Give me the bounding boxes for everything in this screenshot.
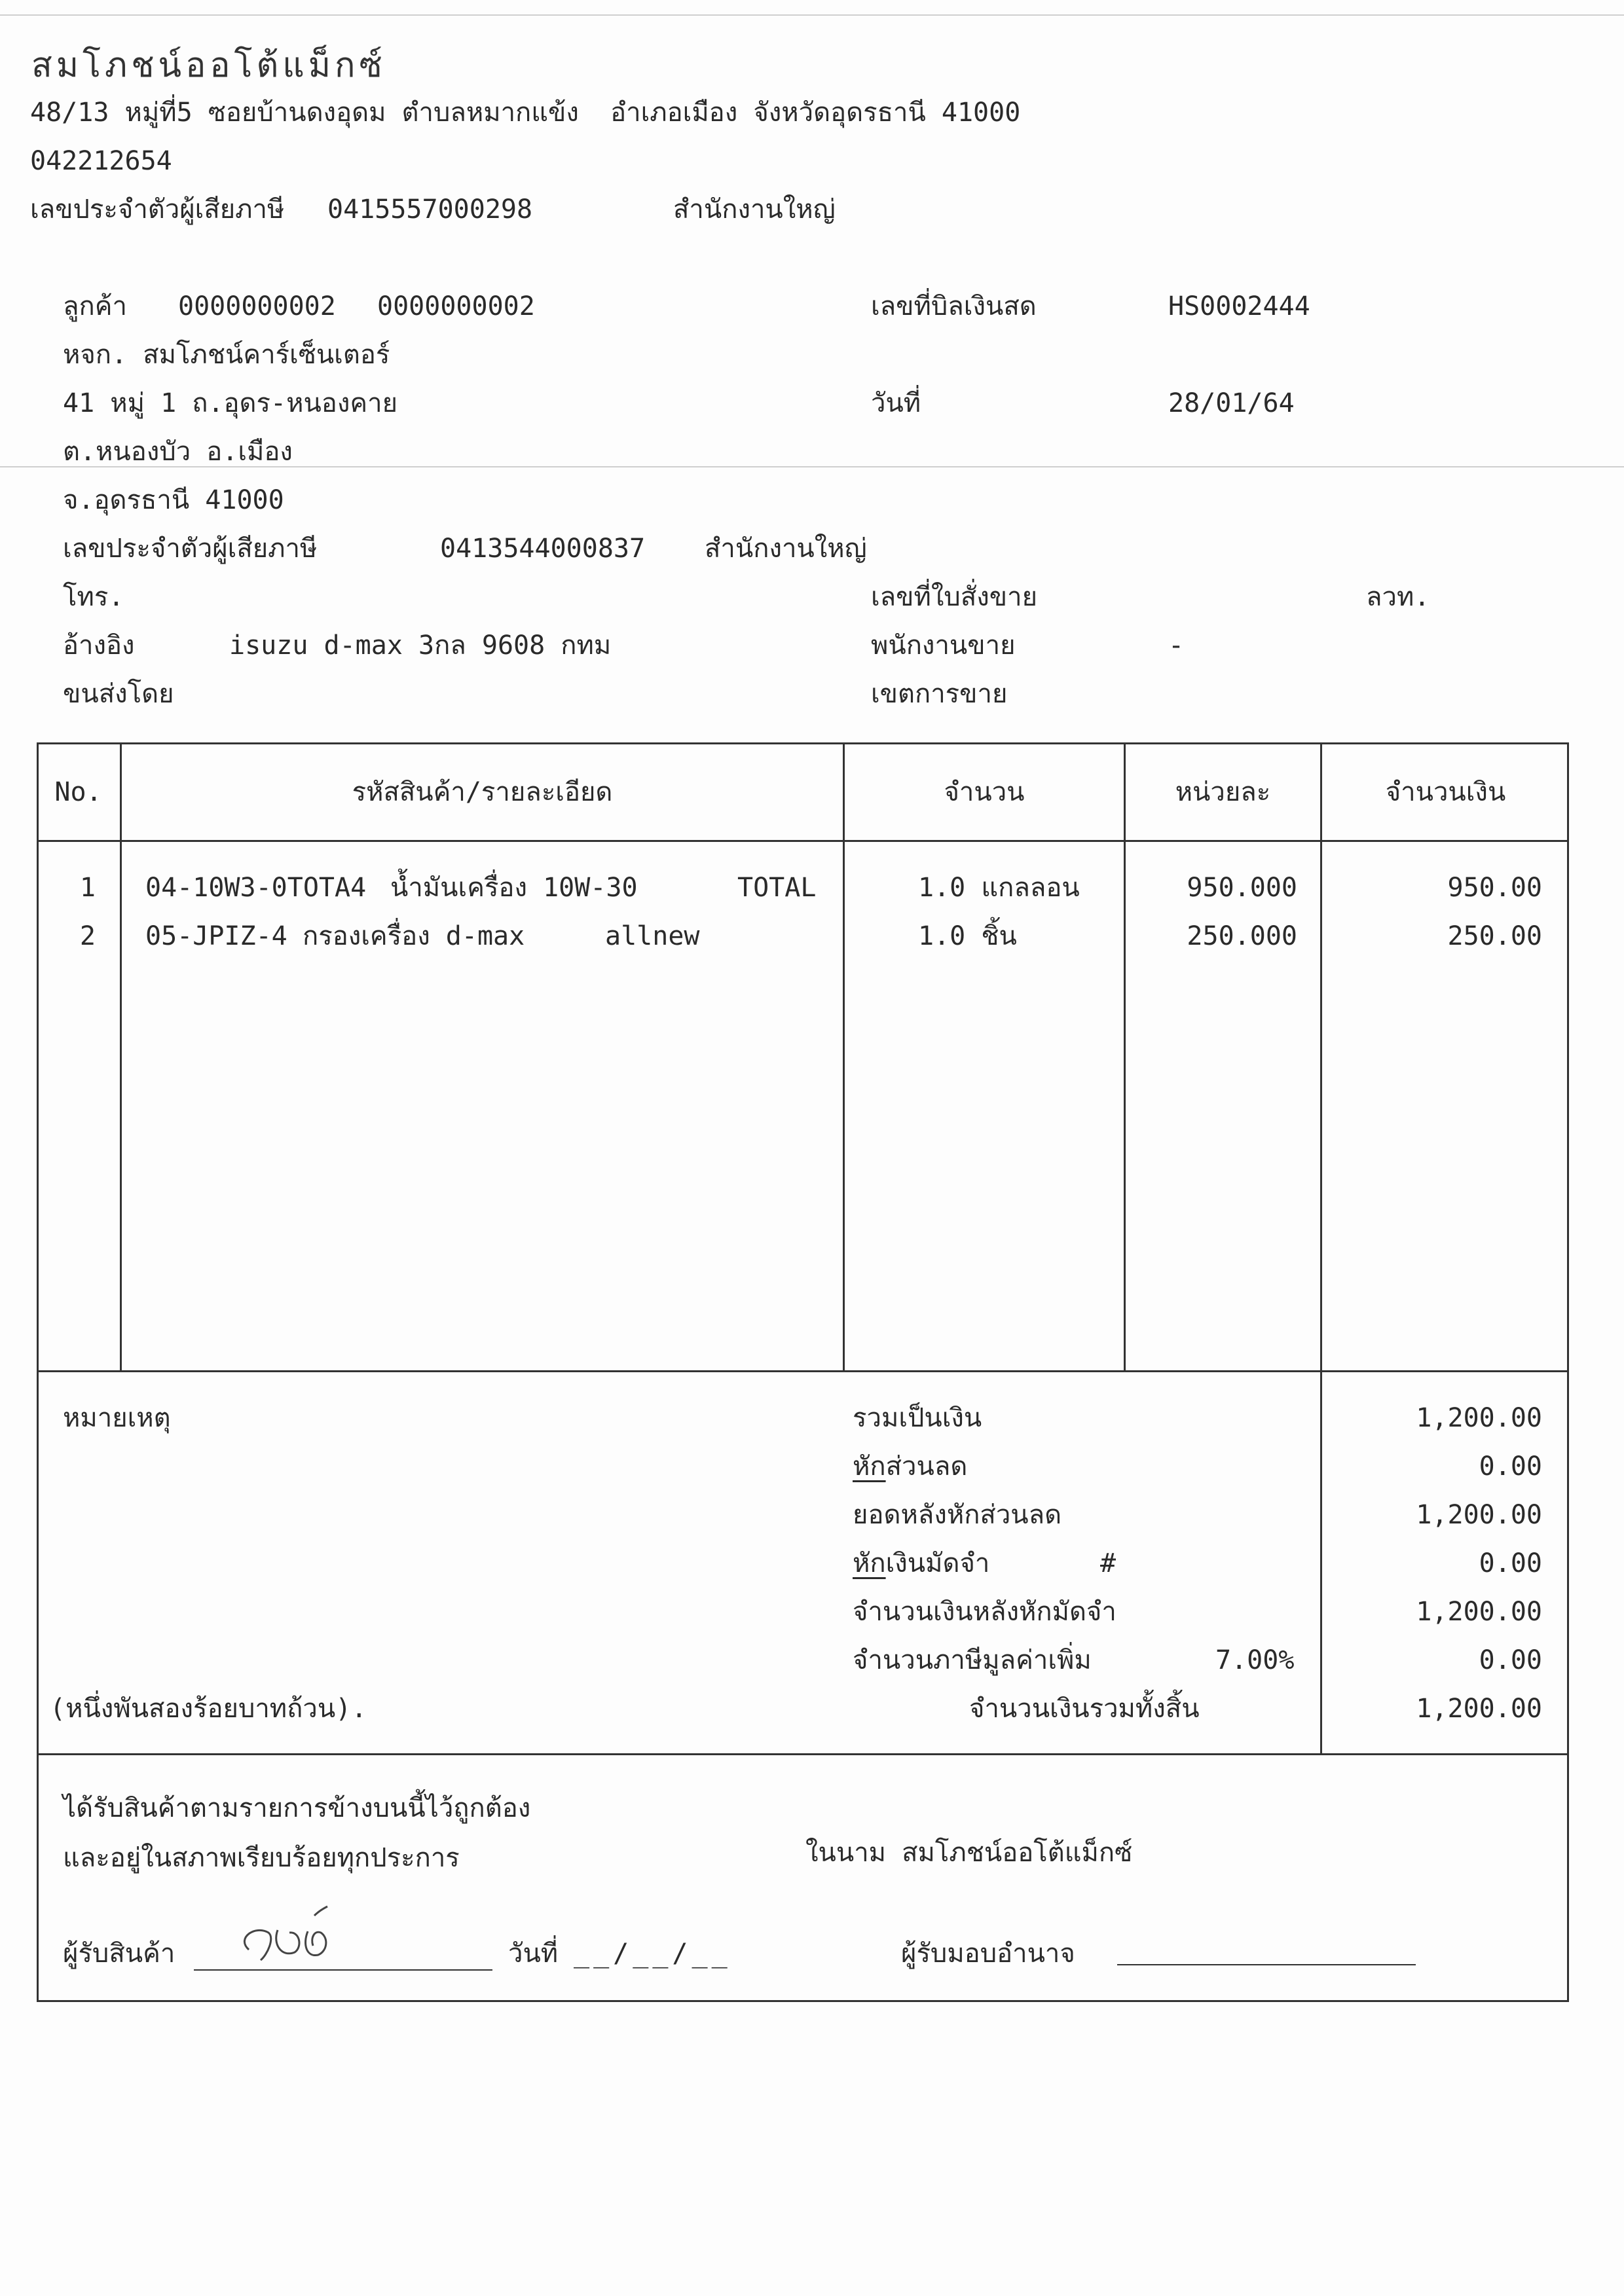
customer-name: หจก. สมโภชน์คาร์เซ็นเตอร์ bbox=[63, 340, 390, 370]
after-deposit-label: จำนวนเงินหลังหักมัดจำ bbox=[853, 1597, 1116, 1627]
reference-label: อ้างอิง bbox=[63, 630, 135, 661]
header-unit-price: หน่วยละ bbox=[1175, 777, 1271, 807]
deduct-prefix: หัก bbox=[853, 1548, 886, 1578]
column-divider bbox=[1124, 742, 1126, 1372]
discount-value: 0.00 bbox=[1479, 1451, 1542, 1482]
footer-divider bbox=[37, 1753, 1569, 1755]
header-quantity: จำนวน bbox=[944, 777, 1025, 807]
customer-tax-id: 0413544000837 bbox=[440, 534, 646, 564]
row-number: 2 bbox=[79, 921, 96, 951]
item-code: 04-10W3-0TOTA4 bbox=[145, 873, 367, 903]
amount-in-words: (หนึ่งพันสองร้อยบาทถ้วน). bbox=[50, 1694, 367, 1724]
received-statement: และอยู่ในสภาพเรียบร้อยทุกประการ bbox=[63, 1843, 460, 1873]
item-code: 05-JPIZ-4 bbox=[145, 921, 287, 951]
salesperson-label: พนักงานขาย bbox=[871, 630, 1016, 661]
grand-total-value: 1,200.00 bbox=[1416, 1694, 1542, 1724]
item-amount: 950.00 bbox=[1447, 873, 1542, 903]
after-deposit-value: 1,200.00 bbox=[1416, 1597, 1542, 1627]
sales-order-label: เลขที่ใบสั่งขาย bbox=[871, 582, 1038, 612]
deduct-prefix: หัก bbox=[853, 1451, 886, 1482]
bill-number-label: เลขที่บิลเงินสด bbox=[871, 291, 1037, 321]
vat-rate: 7.00% bbox=[1215, 1645, 1295, 1675]
discount-label bbox=[853, 1451, 967, 1482]
header-item: รหัสสินค้า/รายละเอียด bbox=[352, 777, 613, 807]
item-description: น้ำมันเครื่อง 10W-30 bbox=[390, 873, 638, 903]
item-quantity: 1.0 ชิ้น bbox=[918, 921, 1017, 951]
receive-date-label: วันที่ bbox=[508, 1939, 559, 1969]
customer-address: ต.หนองบัว อ.เมือง bbox=[63, 437, 293, 467]
customer-label: ลูกค้า bbox=[63, 291, 127, 321]
customer-code: 0000000002 bbox=[178, 291, 336, 321]
authorized-label: ผู้รับมอบอำนาจ bbox=[901, 1939, 1075, 1969]
customer-phone-label: โทร. bbox=[63, 582, 124, 612]
discount-text: ส่วนลด bbox=[885, 1451, 968, 1482]
bill-number: HS0002444 bbox=[1168, 291, 1310, 321]
company-address: 48/13 หมู่ที่5 ซอยบ้านดงอุดม ตำบลหมากแข้ง อำเภอเมือง จังหวัดอุดรธานี 41000 bbox=[30, 98, 1021, 128]
item-extra: allnew bbox=[605, 921, 700, 951]
column-divider bbox=[843, 742, 845, 1372]
sales-area-label: เขตการขาย bbox=[871, 679, 1008, 709]
after-discount-value: 1,200.00 bbox=[1416, 1500, 1542, 1530]
receiver-label: ผู้รับสินค้า bbox=[63, 1939, 175, 1969]
bill-date-label: วันที่ bbox=[871, 388, 921, 418]
header-amount: จำนวนเงิน bbox=[1385, 777, 1506, 807]
on-behalf-of: ในนาม สมโภชน์ออโต้แม็กซ์ bbox=[805, 1838, 1133, 1868]
salesperson-value: - bbox=[1168, 630, 1185, 661]
customer-tax-label: เลขประจำตัวผู้เสียภาษี bbox=[63, 534, 318, 564]
header-no: No. bbox=[54, 777, 102, 807]
company-name: สมโภชน์ออโต้แม็กซ์ bbox=[31, 46, 386, 85]
bill-date: 28/01/64 bbox=[1168, 388, 1295, 418]
item-extra: TOTAL bbox=[737, 873, 817, 903]
customer-address: 41 หมู่ 1 ถ.อุดร-หนองคาย bbox=[63, 388, 398, 418]
company-tax-id: 0415557000298 bbox=[327, 194, 533, 225]
deposit-text: เงินมัดจำ bbox=[885, 1548, 990, 1578]
item-quantity: 1.0 แกลลอน bbox=[918, 873, 1080, 903]
item-unit-price: 250.000 bbox=[1187, 921, 1297, 951]
deposit-value: 0.00 bbox=[1479, 1548, 1542, 1578]
row-number: 1 bbox=[79, 873, 96, 903]
reference-value: isuzu d-max 3กล 9608 กทม bbox=[229, 630, 612, 661]
company-tax-label: เลขประจำตัวผู้เสียภาษี bbox=[30, 194, 285, 225]
after-discount-label: ยอดหลังหักส่วนลด bbox=[853, 1500, 1062, 1530]
received-statement: ได้รับสินค้าตามรายการข้างบนนี้ไว้ถูกต้อง bbox=[63, 1793, 531, 1823]
customer-code: 0000000002 bbox=[377, 291, 535, 321]
item-amount: 250.00 bbox=[1447, 921, 1542, 951]
subtotal-label: รวมเป็นเงิน bbox=[853, 1403, 982, 1433]
grand-total-label: จำนวนเงินรวมทั้งสิ้น bbox=[969, 1694, 1200, 1724]
shipping-label: ขนส่งโดย bbox=[63, 679, 174, 709]
item-unit-price: 950.000 bbox=[1187, 873, 1297, 903]
customer-branch: สำนักงานใหญ่ bbox=[705, 534, 867, 564]
vat-value: 0.00 bbox=[1479, 1645, 1542, 1675]
receiver-signature bbox=[229, 1892, 360, 1971]
summary-divider bbox=[37, 1370, 1569, 1372]
receive-date-blank: __/__/__ bbox=[574, 1939, 731, 1969]
customer-address: จ.อุดรธานี 41000 bbox=[63, 485, 284, 515]
deposit-mark: # bbox=[1100, 1548, 1116, 1578]
sales-order-extra: ลวท. bbox=[1366, 582, 1430, 612]
authorized-signature-line bbox=[1117, 1964, 1416, 1965]
company-phone: 042212654 bbox=[30, 146, 172, 176]
remark-label: หมายเหตุ bbox=[63, 1403, 171, 1433]
table-header-divider bbox=[37, 840, 1569, 842]
column-divider bbox=[120, 742, 122, 1372]
vat-label: จำนวนภาษีมูลค่าเพิ่ม bbox=[853, 1645, 1092, 1675]
deposit-label bbox=[853, 1548, 989, 1579]
scan-edge-line bbox=[0, 14, 1624, 16]
item-description: กรองเครื่อง d-max bbox=[303, 921, 525, 951]
company-branch: สำนักงานใหญ่ bbox=[673, 194, 836, 225]
subtotal-value: 1,200.00 bbox=[1416, 1403, 1542, 1433]
